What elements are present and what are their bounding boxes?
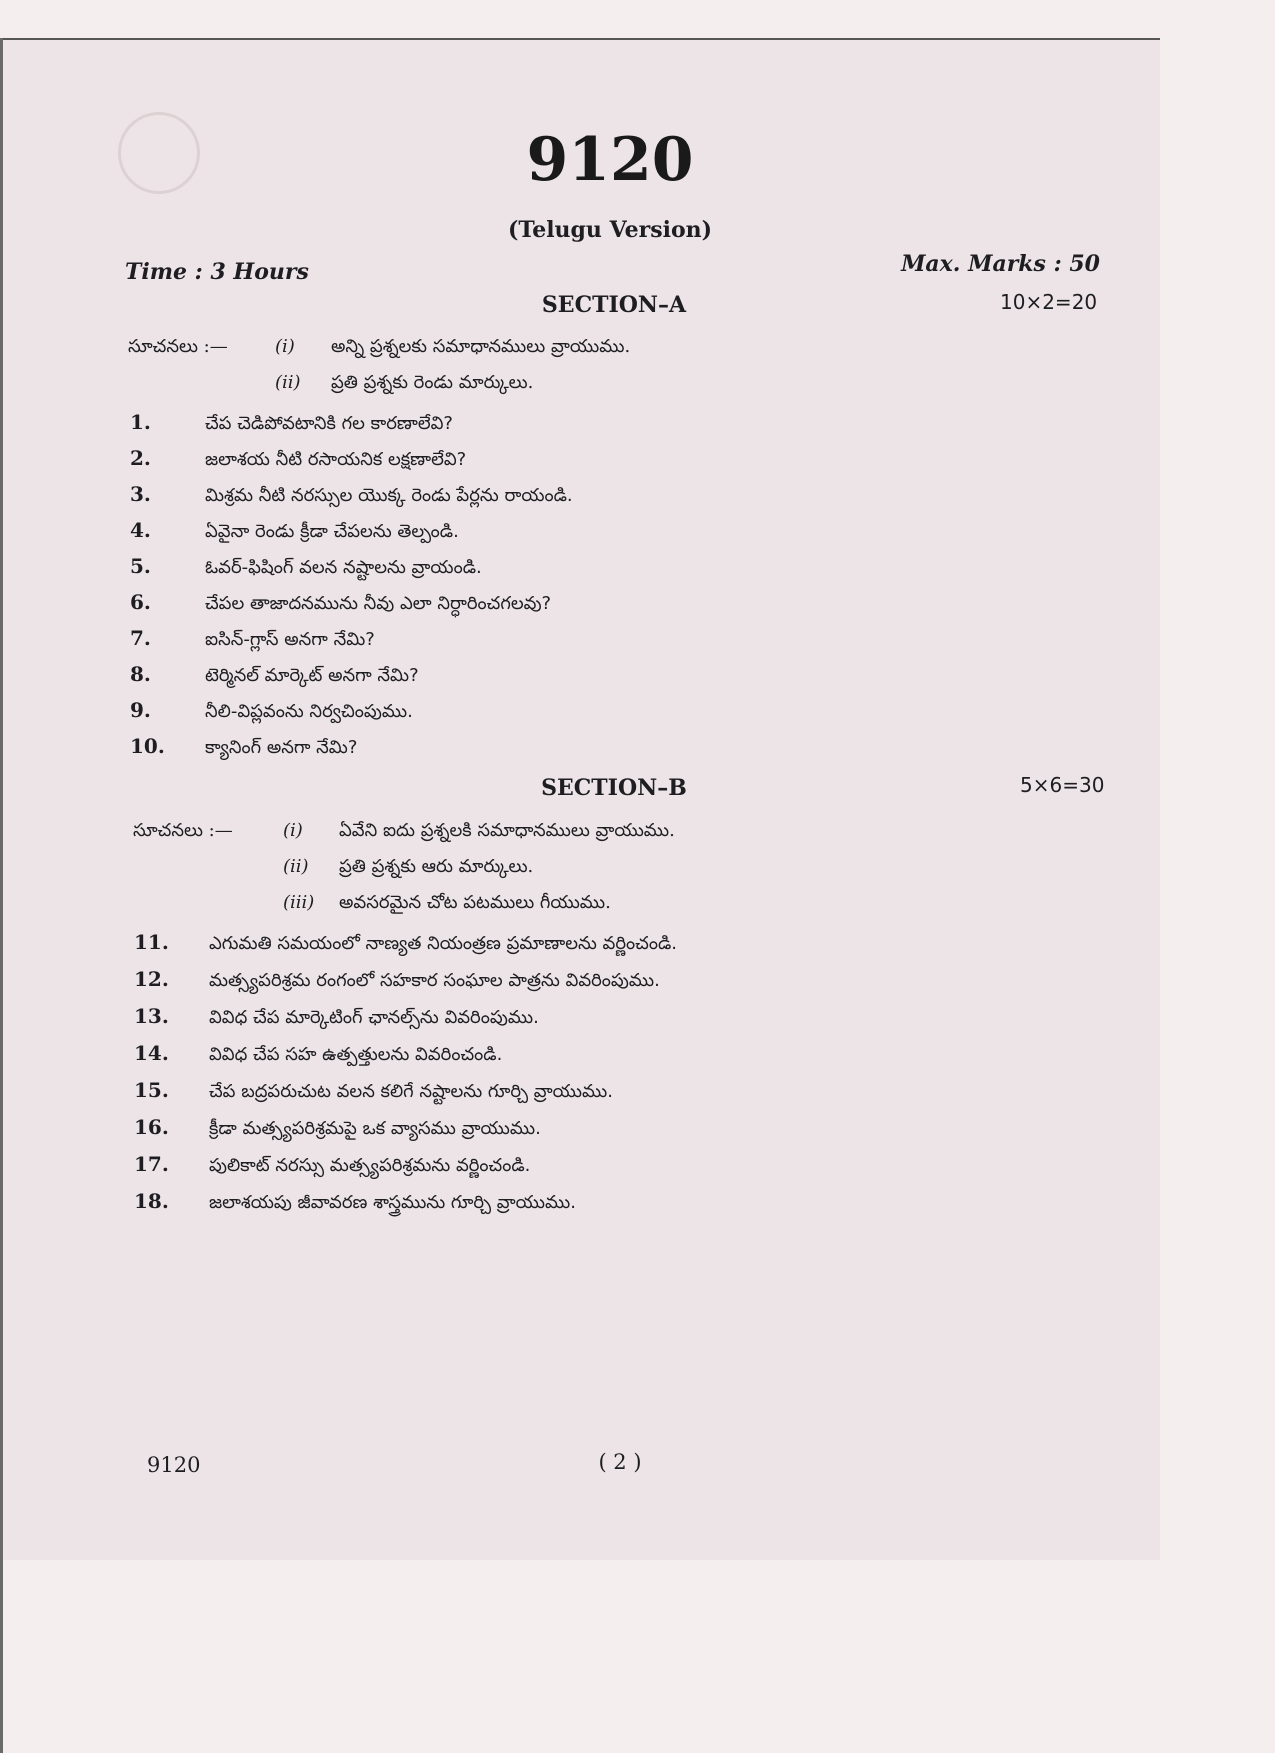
question-item: 4. ఏవైనా రెండు క్రీడా చేపలను తెల్పండి. (130, 518, 459, 542)
section-b-instruction-label: సూచనలు :— (133, 820, 233, 841)
question-item: 18. జలాశయపు జీవావరణ శాస్త్రమును గూర్చి వ్రాయుము. (134, 1189, 576, 1213)
section-a-marks: 10×2=20 (1000, 290, 1098, 314)
question-item: 1. చేప చెడిపోవటానికి గల కారణాలేవి? (130, 410, 453, 434)
question-item: 14. వివిధ చేప సహ ఉత్పత్తులను వివరించండి. (134, 1041, 503, 1065)
max-marks-label: Max. Marks : 50 (901, 251, 1100, 277)
question-item: 5. ఓవర్-ఫిషింగ్ వలన నష్టాలను వ్రాయండి. (130, 554, 482, 578)
section-b-title: SECTION–B (541, 775, 687, 801)
section-a-instruction-label: సూచనలు :— (128, 336, 228, 357)
question-item: 13. వివిధ చేప మార్కెటింగ్ ఛానల్స్‌ను వివరింపుము. (134, 1004, 539, 1028)
footer-page-number: ( 2 ) (598, 1450, 642, 1474)
section-b-instruction: (ii) ప్రతి ప్రశ్నకు ఆరు మార్కులు. (283, 856, 534, 877)
time-label: Time : 3 Hours (125, 259, 309, 285)
section-b-instruction: (iii) అవసరమైన చోట పటములు గీయుము. (283, 892, 611, 913)
question-item: 12. మత్స్యపరిశ్రమ రంగంలో సహకార సంఘాల పాత్రను వివరింపుము. (134, 967, 660, 991)
question-item: 15. చేప బద్రపరుచుట వలన కలిగే నష్టాలను గూర్చి వ్రాయుము. (134, 1078, 613, 1102)
section-a-instruction: (i) అన్ని ప్రశ్నలకు సమాధానములు వ్రాయుము. (275, 336, 631, 357)
version-label: (Telugu Version) (507, 217, 713, 243)
question-item: 10. క్యానింగ్ అనగా నేమి? (130, 734, 358, 758)
footer-paper-code: 9120 (147, 1453, 201, 1477)
question-item: 8. టెర్మినల్ మార్కెట్ అనగా నేమి? (130, 662, 419, 686)
section-b-marks: 5×6=30 (1020, 773, 1105, 797)
question-item: 6. చేపల తాజాదనమును నీవు ఎలా నిర్ధారించగలవు? (130, 590, 552, 614)
question-item: 2. జలాశయ నీటి రసాయనిక లక్షణాలేవి? (130, 446, 467, 470)
question-item: 16. క్రీడా మత్స్యపరిశ్రమపై ఒక వ్యాసము వ్రాయుము. (134, 1115, 541, 1139)
question-item: 11. ఎగుమతి సమయంలో నాణ్యత నియంత్రణ ప్రమాణాలను వర్ణించండి. (134, 930, 677, 954)
paper-code-title: 9120 (526, 125, 694, 195)
section-a-instruction: (ii) ప్రతి ప్రశ్నకు రెండు మార్కులు. (275, 372, 534, 393)
section-a-title: SECTION–A (541, 292, 687, 318)
question-item: 3. మిశ్రమ నీటి నరస్సుల యొక్క రెండు పేర్లను రాయండి. (130, 482, 573, 506)
question-item: 7. ఐసిన్-గ్లాస్ అనగా నేమి? (130, 626, 375, 650)
question-item: 9. నీలి-విప్లవంను నిర్వచింపుము. (130, 698, 413, 722)
section-b-instruction: (i) ఏవేని ఐదు ప్రశ్నలకి సమాధానములు వ్రాయుము. (283, 820, 675, 841)
question-item: 17. పులికాట్ నరస్సు మత్స్యపరిశ్రమను వర్ణించండి. (134, 1152, 531, 1176)
